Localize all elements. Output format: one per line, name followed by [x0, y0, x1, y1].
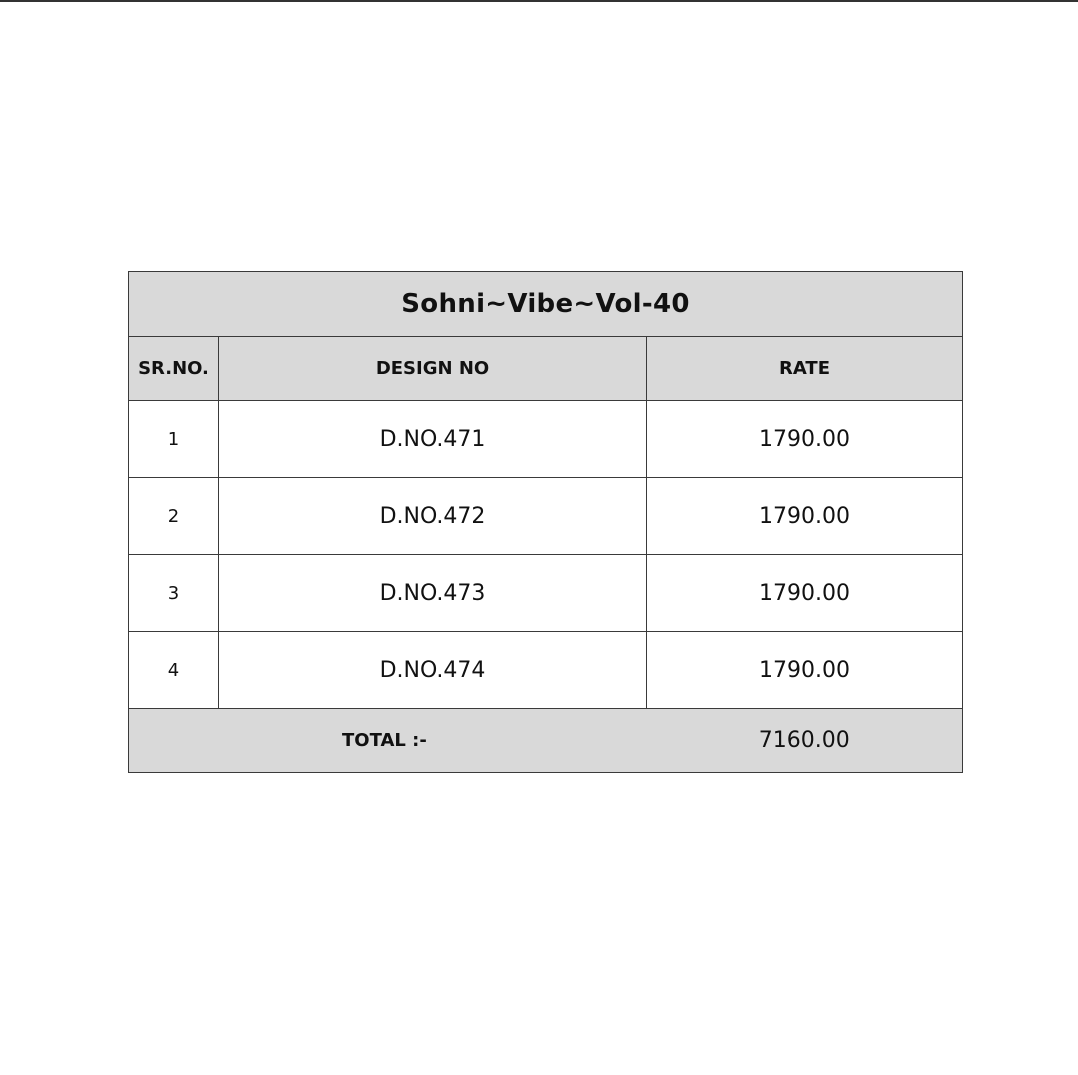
sr-no-cell: 2 — [129, 478, 219, 555]
top-border-line — [0, 0, 1078, 2]
total-row — [129, 709, 963, 773]
rate-cell: 1790.00 — [647, 478, 963, 555]
sr-no-header: SR.NO. — [129, 337, 219, 401]
design-no-cell: D.NO.474 — [219, 632, 647, 709]
total-value: 7160.00 — [647, 709, 963, 773]
sr-no-cell: 4 — [129, 632, 219, 709]
table-row — [129, 555, 963, 632]
rate-header: RATE — [647, 337, 963, 401]
design-no-cell: D.NO.473 — [219, 555, 647, 632]
table-row — [129, 401, 963, 478]
table-row — [129, 478, 963, 555]
column-header-row — [129, 337, 963, 401]
table-title: Sohni~Vibe~Vol-40 — [129, 272, 963, 337]
sr-no-cell: 1 — [129, 401, 219, 478]
table-row — [129, 632, 963, 709]
price-list-table — [128, 271, 963, 773]
rate-cell: 1790.00 — [647, 401, 963, 478]
design-no-header: DESIGN NO — [219, 337, 647, 401]
total-label: TOTAL :- — [129, 709, 647, 773]
sr-no-cell: 3 — [129, 555, 219, 632]
rate-cell: 1790.00 — [647, 632, 963, 709]
rate-cell: 1790.00 — [647, 555, 963, 632]
design-no-cell: D.NO.472 — [219, 478, 647, 555]
table-title-row — [129, 272, 963, 337]
design-no-cell: D.NO.471 — [219, 401, 647, 478]
